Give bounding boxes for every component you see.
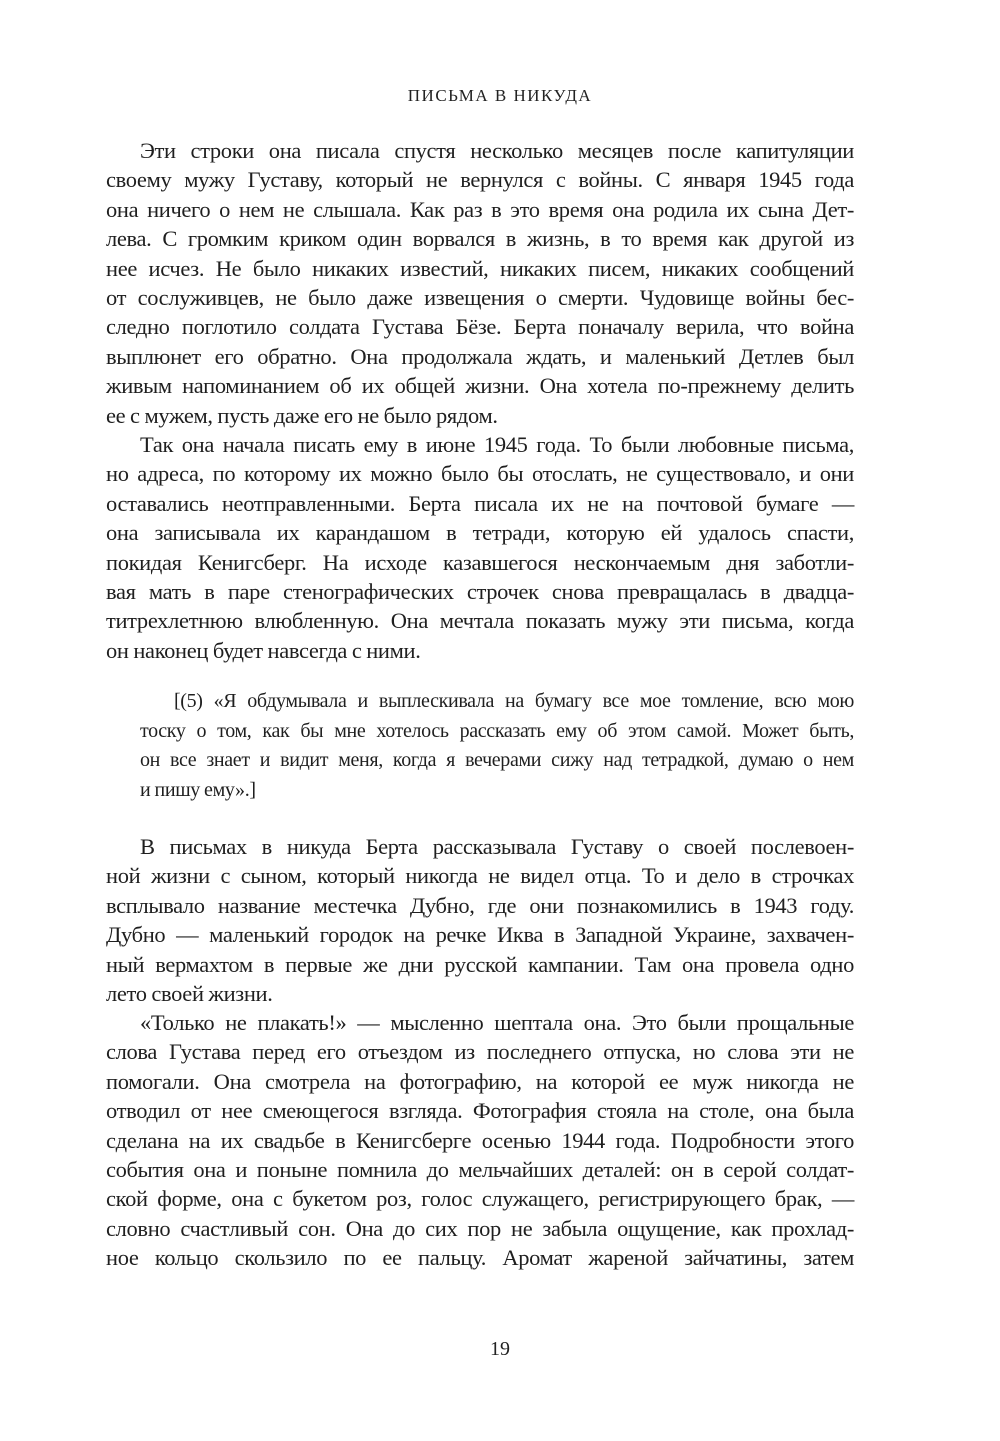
text-line: ный вермахтом в первые же дни русской кампании. Там она провела одно xyxy=(106,951,854,977)
text-line: покидая Кенигсберг. На исходе казавшегося нескончаемым дня заботли- xyxy=(106,549,854,575)
text-line: «Только не плакать!» — мысленно шептала она. Это были прощальные xyxy=(140,1010,854,1035)
block-quote xyxy=(140,687,854,805)
text-line: слова Густава перед его отъездом из последнего отпуска, но слова эти не xyxy=(106,1039,854,1065)
text-line: Так она начала писать ему в июне 1945 года. То были любовные письма, xyxy=(140,432,854,457)
text-line: В письмах в никуда Берта рассказывала Густаву о своей послевоен- xyxy=(140,834,854,859)
text-line: события она и поныне помнила до мельчайших деталей: он в серой солдат- xyxy=(106,1156,854,1182)
quote-line: он все знает и видит меня, когда я вечерами сижу над тетрадкой, думаю о нем xyxy=(140,749,854,771)
text-line: лева. С громким криком один ворвался в жизнь, в то время как другой из xyxy=(106,226,854,252)
text-line: словно счастливый сон. Она до сих пор не забыла ощущение, как прохлад- xyxy=(106,1215,854,1241)
text-line: нее исчез. Не было никаких известий, никаких писем, никаких сообщений xyxy=(106,255,854,281)
text-line: лето своей жизни. xyxy=(106,980,273,1006)
text-line: своему мужу Густаву, который не вернулся с войны. С января 1945 года xyxy=(106,167,854,193)
text-line: отводил от нее смеющегося взгляда. Фотография стояла на столе, она была xyxy=(106,1098,854,1124)
text-line: ее с мужем, пусть даже его не было рядом. xyxy=(106,402,498,428)
text-line: но адреса, по которому их можно было бы отослать, не существовало, и они xyxy=(106,461,854,487)
text-line: живым напоминанием об их общей жизни. Она хотела по-прежнему делить xyxy=(106,373,854,399)
quote-line: [(5) «Я обдумывала и выплескивала на бумагу все мое томление, всю мою xyxy=(174,690,854,712)
text-line: всплывало название местечка Дубно, где они познакомились в 1943 году. xyxy=(106,892,854,918)
text-line: оставались неотправленными. Берта писала их не на почтовой бумаге — xyxy=(106,490,854,516)
paragraph-2 xyxy=(106,430,854,665)
text-line: ской форме, она с букетом роз, голос служащего, регистрирующего брак, — xyxy=(106,1186,854,1212)
text-line: Дубно — маленький городок на речке Иква в Западной Украине, захвачен- xyxy=(106,922,854,948)
paragraph-1 xyxy=(106,136,854,430)
text-line: сделана на их свадьбе в Кенигсберге осенью 1944 года. Подробности этого xyxy=(106,1127,854,1153)
page-number: 19 xyxy=(490,1338,510,1360)
text-line: вая мать в паре стенографических строчек снова превращалась в двадца- xyxy=(106,578,854,604)
text-line: следно поглотило солдата Густава Бёзе. Берта поначалу верила, что война xyxy=(106,314,854,340)
text-line: она ничего о нем не слышала. Как раз в это время она родила их сына Дет- xyxy=(106,196,854,222)
text-line: помогали. Она смотрела на фотографию, на которой ее муж никогда не xyxy=(106,1068,854,1094)
quote-line: и пишу ему».] xyxy=(140,778,256,801)
text-line: ной жизни с сыном, который никогда не видел отца. То и дело в строчках xyxy=(106,863,854,889)
text-line: ное кольцо скользило по ее пальцу. Аромат жареной зайчатины, затем xyxy=(106,1245,854,1271)
text-line: Эти строки она писала спустя несколько месяцев после капитуляции xyxy=(140,138,854,163)
text-line: выплюнет его обратно. Она продолжала ждать, и маленький Детлев был xyxy=(106,343,854,369)
paragraph-4 xyxy=(106,1008,854,1273)
text-line: от сослуживцев, не было даже извещения о смерти. Чудовище войны бес- xyxy=(106,284,854,310)
text-line: титрехлетнюю влюбленную. Она мечтала показать мужу эти письма, когда xyxy=(106,608,854,634)
text-line: она записывала их карандашом в тетради, которую ей удалось спасти, xyxy=(106,520,854,546)
quote-line: тоску о том, как бы мне хотелось рассказать ему об этом самой. Может быть, xyxy=(140,719,854,742)
text-line: он наконец будет навсегда с ними. xyxy=(106,637,421,663)
paragraph-3 xyxy=(106,832,854,1008)
running-head: ПИСЬМА В НИКУДА xyxy=(407,86,593,105)
